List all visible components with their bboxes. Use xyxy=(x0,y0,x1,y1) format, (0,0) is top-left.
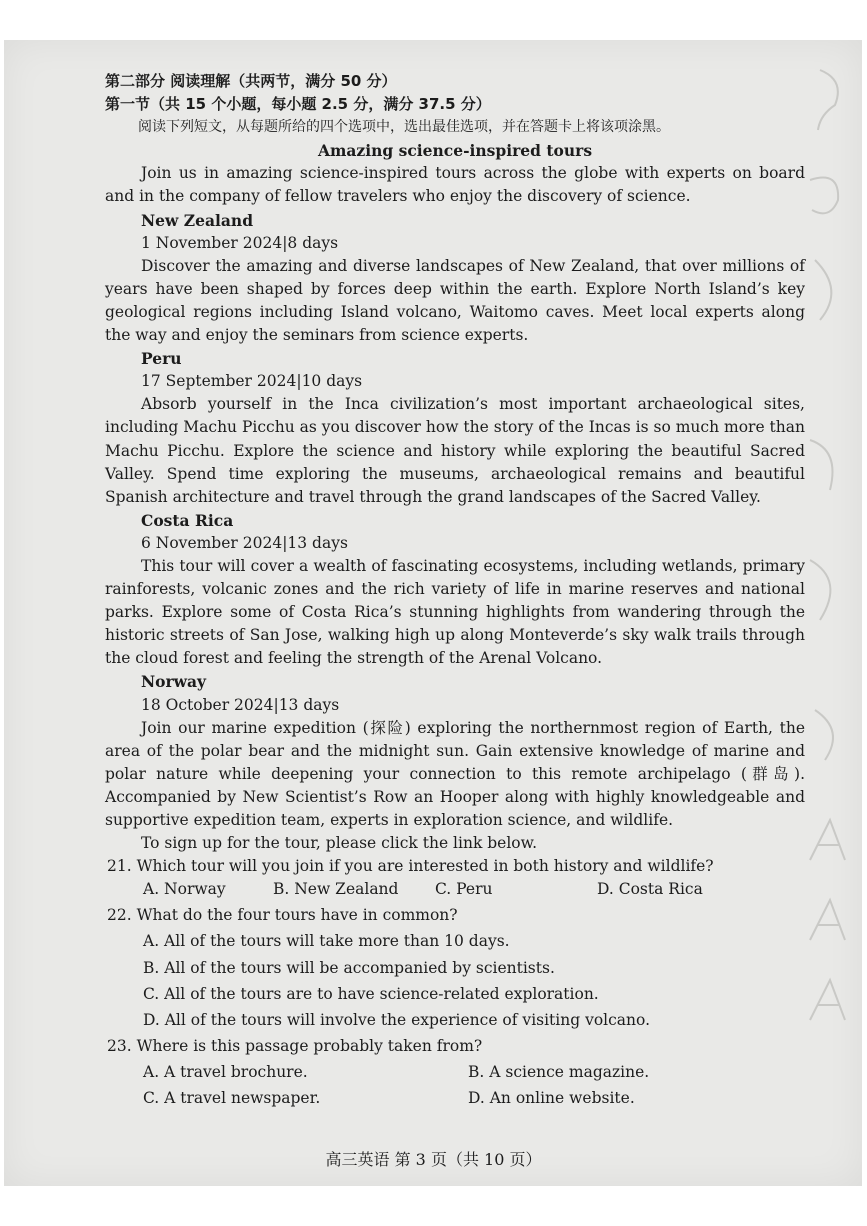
exam-content xyxy=(105,70,805,1110)
question-number: 21. xyxy=(107,857,132,876)
tour-date-norway: 18 October 2024|13 days xyxy=(141,695,340,714)
option-a: A. All of the tours will take more than 10 days. xyxy=(143,932,510,951)
tour-text-norway: Join our marine expedition (探险) exploring the northernmost region of Earth, the area of the polar bear and the midnight sun. Gain extensive knowledge of marine and polar nature while deepening your connection to this remote archipelago (群岛). Accompanied by New Scientist’s Row an Hooper along with highly knowledgeable and supportive expedition team, experts in exploration science, and wildlife. xyxy=(105,718,805,829)
options-23-row-1 xyxy=(105,1061,805,1084)
tour-text-costa-rica: This tour will cover a wealth of fascinating ecosystems, including wetlands, primary rainforests, volcanic zones and the rich variety of life in marine reserves and national parks. Explore some of Costa Rica’s stunning highlights from wandering through the historic streets of San Jose, walking high up along Monteverde’s sky walk trails through the cloud forest and feeling the strength of the Arenal Volcano. xyxy=(105,556,805,668)
question-text: Where is this passage probably taken from? xyxy=(136,1036,483,1055)
option-d: D. Costa Rica xyxy=(597,880,703,899)
tour-text-peru: Absorb yourself in the Inca civilization’s most important archaeological sites, including Machu Picchu as you discover how the story of the Incas is so much more than Machu Picchu. Explore the science and history while exploring the beautiful Sacred Valley. Spend time exploring the museums, archaeological remains and beautiful Spanish architecture and travel through the grand landscapes of the Sacred Valley. xyxy=(105,395,805,506)
question-number: 22. xyxy=(107,906,132,925)
tour-date-new-zealand: 1 November 2024|8 days xyxy=(141,233,339,252)
option-b: B. A science magazine. xyxy=(468,1062,650,1081)
option-b: B. New Zealand xyxy=(273,880,399,899)
option-a: A. A travel brochure. xyxy=(143,1062,308,1081)
tour-name-peru: Peru xyxy=(141,349,182,369)
option-c: C. Peru xyxy=(435,880,493,899)
question-number: 23. xyxy=(107,1036,132,1055)
option-c: C. All of the tours are to have science-related exploration. xyxy=(143,984,599,1003)
options-21 xyxy=(105,878,805,901)
options-23-row-2 xyxy=(105,1087,805,1110)
tour-name-costa-rica: Costa Rica xyxy=(141,510,234,530)
tour-name-norway: Norway xyxy=(141,672,207,692)
page-footer: 高三英语 第 3 页（共 10 页） xyxy=(325,1150,542,1169)
section-heading: 第一节（共 15 个小题，每小题 2.5 分，满分 37.5 分） xyxy=(105,95,491,114)
tour-date-peru: 17 September 2024|10 days xyxy=(141,372,363,391)
tour-text-new-zealand: Discover the amazing and diverse landscapes of New Zealand, that over millions of years have been shaped by forces deep within the earth. Explore North Island’s key geological regions including Island volcano, Waitomo caves. Meet local experts along the way and enjoy the seminars from science experts. xyxy=(105,256,805,345)
option-b: B. All of the tours will be accompanied by scientists. xyxy=(143,958,555,977)
question-22 xyxy=(105,904,805,927)
signup-text: To sign up for the tour, please click the link below. xyxy=(141,834,537,853)
option-d: D. An online website. xyxy=(468,1089,635,1108)
question-23 xyxy=(105,1035,805,1058)
article-title: Amazing science-inspired tours xyxy=(317,141,593,161)
option-c: C. A travel newspaper. xyxy=(143,1089,321,1108)
instruction: 阅读下列短文，从每题所给的四个选项中，选出最佳选项，并在答题卡上将该项涂黑。 xyxy=(138,119,670,136)
question-text: What do the four tours have in common? xyxy=(136,906,458,925)
option-a: A. Norway xyxy=(143,880,226,899)
part-heading: 第二部分 阅读理解（共两节，满分 50 分） xyxy=(105,72,397,90)
article-intro: Join us in amazing science-inspired tours across the globe with experts on board and in the company of fellow travelers who enjoy the discovery of science. xyxy=(105,164,805,206)
option-d: D. All of the tours will involve the experience of visiting volcano. xyxy=(143,1010,651,1029)
question-text: Which tour will you join if you are interested in both history and wildlife? xyxy=(136,857,714,876)
tour-name-new-zealand: New Zealand xyxy=(141,210,254,230)
tour-date-costa-rica: 6 November 2024|13 days xyxy=(141,533,348,552)
question-21 xyxy=(105,855,805,878)
